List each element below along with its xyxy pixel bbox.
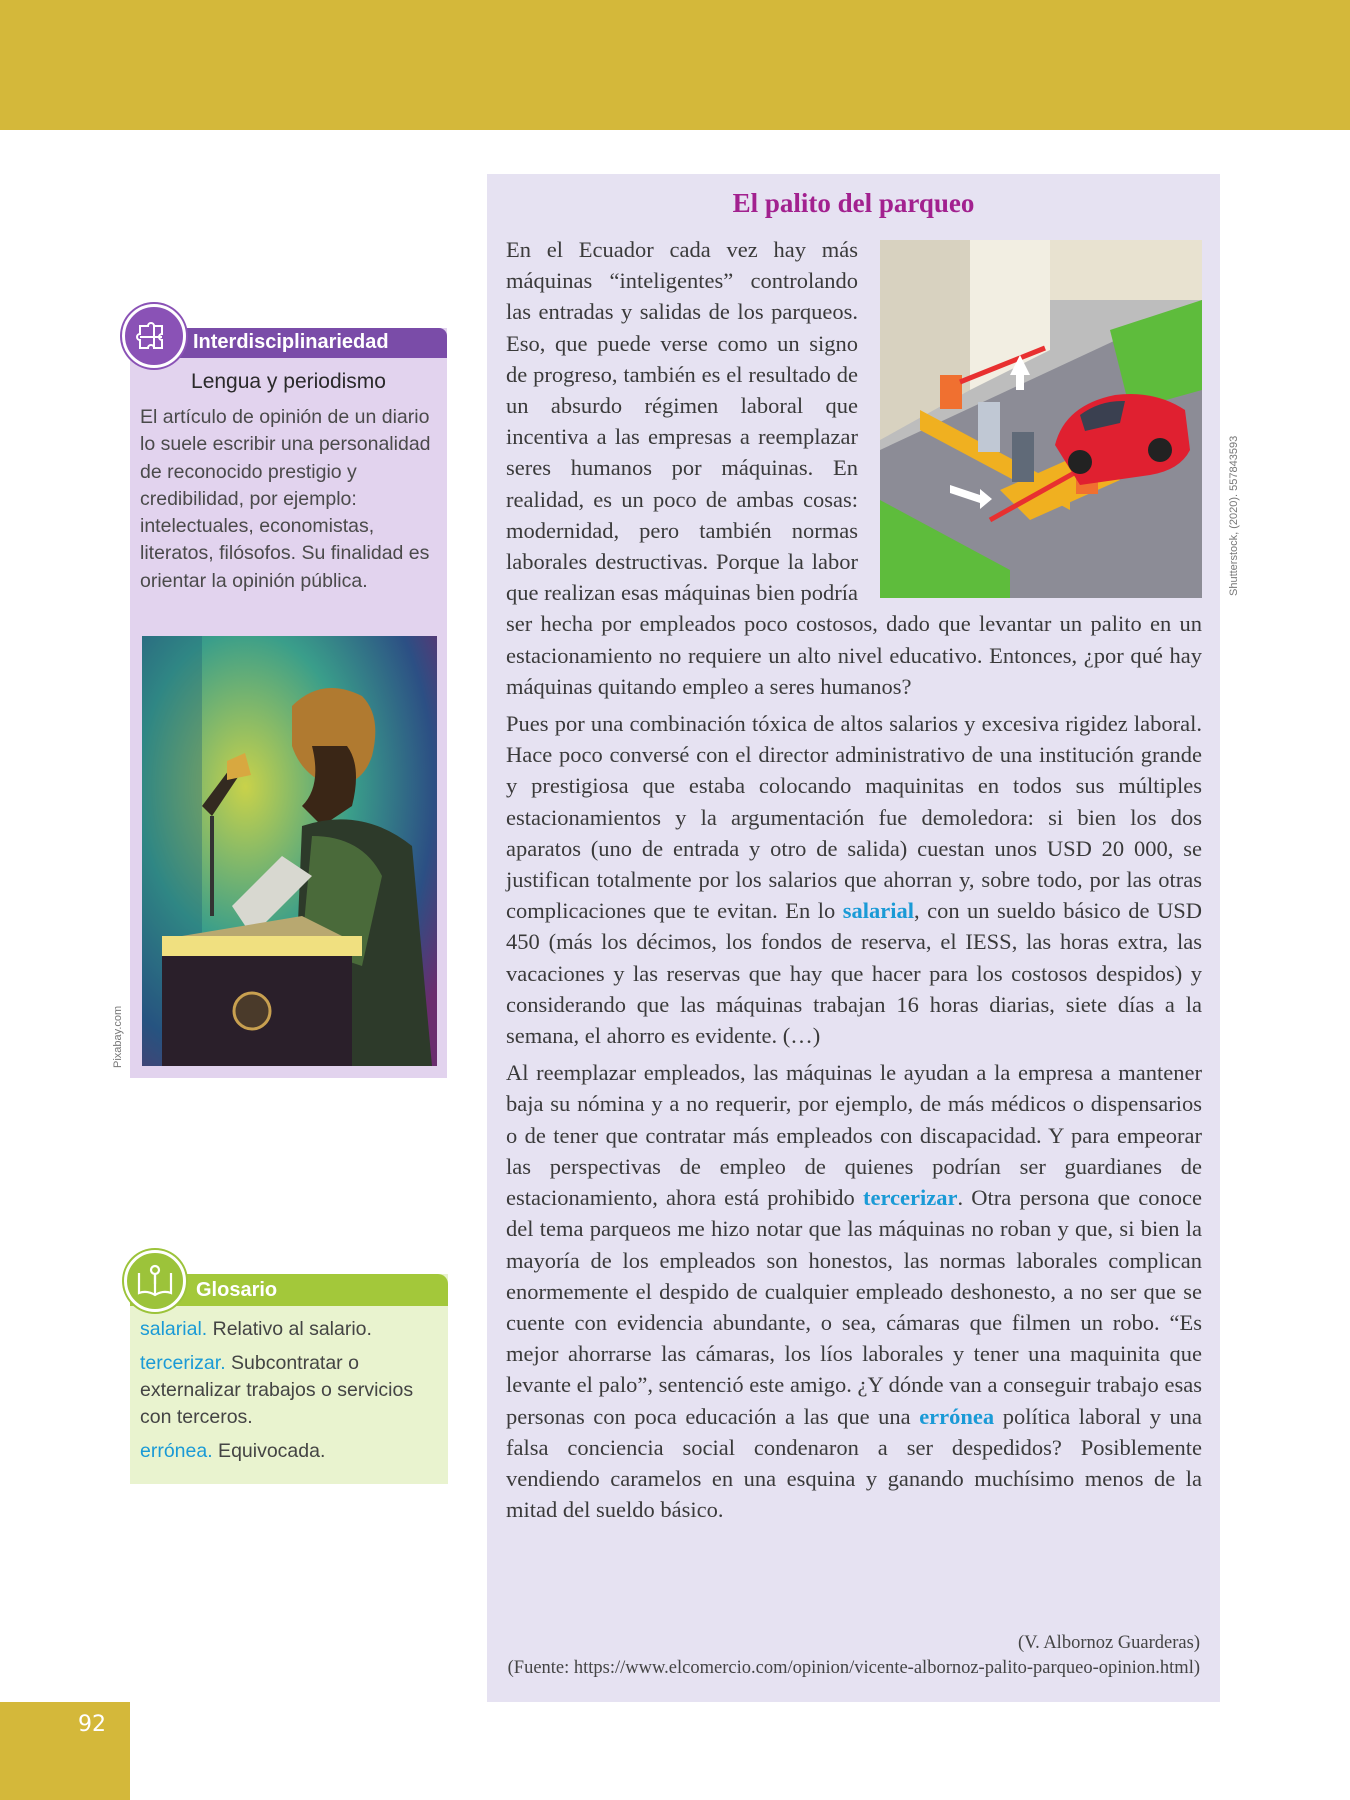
journalist-painting-image: [142, 636, 437, 1066]
article-title: El palito del parqueo: [732, 188, 975, 218]
article-paragraph-1: En el Ecuador cada vez hay más máquinas “inteligentes” controlando las entradas y salidas de los parqueos. Eso, que puede verse como un signo de progreso, también es el resultado de un absurdo régimen laboral que incentiva a las empresas a reemplazar seres humanos por máquinas. En realidad, es un poco de ambas cosas: modernidad, pero también normas laborales destructivas. Porque la labor que realizan esas máquinas bien podría ser hecha por empleados poco costosos, dado que levantar un palito en un estacionamiento no requiere un alto nivel educativo. Entonces, ¿por qué hay máquinas quitando empleo a seres humanos?: [506, 237, 1202, 699]
paragraph-text: Pues por una combinación tóxica de altos salarios y excesiva rigidez laboral. Hace poco conversé con el director administrativo de una institución grande y prestigiosa que estaba colocando maquinitas en todos sus múltiples estacionamientos y la argumentación fue demoledora: si bien los dos aparatos (uno de entrada y otro de salida) cuestan unos USD 20 000, se justifican totalmente por los salarios que ahorran y, sobre todo, por las otras complicaciones que te evitan. En lo: [506, 711, 1202, 924]
glossary-entry: [140, 1438, 440, 1465]
paragraph-text: . Otra persona que conoce del tema parqueos me hizo notar que las máquinas no roban y que, si bien la mayoría de los empleados son honestos, las normas laborales complican enormemente el despido de cualquier empleado deshonesto, a no ser que se cuente con evidencia abundante, o sea, cámaras que filmen un robo. “Es mejor ahorrarse las cámaras, los líos laborales y tener una maquinita que levante el palo”, sentenció este amigo. ¿Y dónde van a conseguir trabajo esas personas con poca educación a las que una: [506, 1185, 1202, 1429]
paragraph-text: política laboral y una falsa conciencia social condenaron a ser despedidos? Posiblemente vendiendo caramelos en una esquina y ganando muchísimo menos de la mitad del sueldo básico.: [506, 1403, 1203, 1523]
glossary-definition: Equivocada.: [212, 1440, 326, 1462]
article-paragraph-3: [506, 1057, 1202, 1525]
article-paragraph-2: [506, 708, 1202, 1051]
parking-barrier-image: [880, 240, 1202, 598]
book-info-icon: [124, 1250, 186, 1312]
article-image-credit: Shutterstock, (2020). 557843593: [1228, 435, 1240, 596]
interdisciplinary-image-credit: Pixabay.com: [112, 1005, 124, 1068]
glossary-definition: Relativo al salario.: [207, 1318, 372, 1340]
interdisciplinary-subtitle: Lengua y periodismo: [191, 370, 386, 393]
interdisciplinary-title: Interdisciplinariedad: [193, 331, 389, 353]
glossary-term: salarial.: [140, 1318, 208, 1340]
glossary-title: Glosario: [196, 1279, 278, 1301]
paragraph-text: , con un sueldo básico de USD 450 (más los décimos, los fondos de reserva, el IESS, las horas extra, las vacaciones y las reservas que hay que hacer para los costosos despidos) y considerando que las máquinas trabajan 16 horas diarias, siete días a la semana, el ahorro es evidente. (…): [506, 898, 1202, 1049]
article-body: [506, 234, 1202, 1531]
interdisciplinary-text: El artículo de opinión de un diario lo suele escribir una personalidad de reconocido prestigio y credibilidad, por ejemplo: intelectuales, economistas, literatos, filósofos. Su finalidad es orientar la opinión pública.: [140, 406, 431, 592]
keyword-salarial: salarial: [842, 898, 914, 924]
glossary-entry: [140, 1350, 440, 1431]
article-author: (V. Albornoz Guarderas): [1017, 1633, 1200, 1653]
paragraph-text: Al reemplazar empleados, las máquinas le ayudan a la empresa a mantener baja su nómina y a no requerir, por ejemplo, de más médicos o dispensarios o de tener que contratar más empleados con discapacidad. Y para empeorar las perspectivas de empleo de quienes podrían ser guardianes de estacionamiento, ahora está prohibido: [506, 1060, 1202, 1211]
top-band: [0, 0, 1350, 130]
glossary-list: [140, 1316, 440, 1472]
puzzle-icon: [122, 304, 186, 368]
keyword-tercerizar: tercerizar: [863, 1185, 958, 1211]
article-source: (Fuente: https://www.elcomercio.com/opinion/vicente-albornoz-palito-parqueo-opinion.html): [507, 1658, 1200, 1678]
glossary-term: tercerizar.: [140, 1352, 226, 1374]
glossary-entry: [140, 1316, 440, 1343]
glossary-term: errónea.: [140, 1440, 213, 1462]
keyword-erronea: errónea: [919, 1403, 995, 1429]
glossary-definition: Subcontratar o externalizar trabajos o servicios con terceros.: [140, 1352, 414, 1428]
page-number-box: [0, 1702, 130, 1800]
page-number: 92: [78, 1712, 106, 1737]
